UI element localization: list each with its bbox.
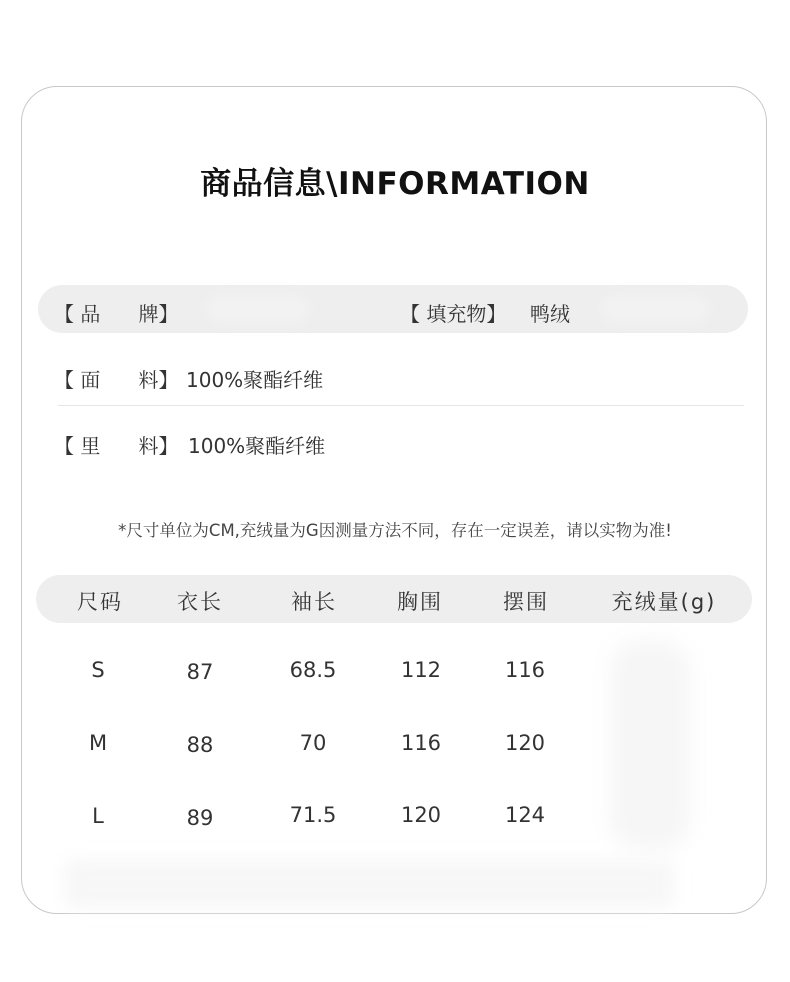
table-cell: M <box>88 731 108 755</box>
table-cell: 124 <box>504 803 546 827</box>
header-fill-weight: 充绒量(g) <box>611 590 717 614</box>
lining-label: 【 里 料】 <box>54 434 179 458</box>
table-cell: 112 <box>400 658 442 682</box>
header-length: 衣长 <box>177 590 223 614</box>
table-cell: 116 <box>504 658 546 682</box>
brand-label: 【 品 牌】 <box>54 302 179 326</box>
header-size: 尺码 <box>77 590 123 614</box>
filling-label: 【 填充物】 <box>400 302 507 326</box>
table-cell: 70 <box>299 731 327 755</box>
header-hem: 摆围 <box>503 590 549 614</box>
table-cell: 87 <box>186 660 214 684</box>
filling-extra-blurred <box>600 295 710 323</box>
bottom-shadow <box>64 860 674 908</box>
table-cell: 88 <box>186 733 214 757</box>
info-divider <box>58 405 744 406</box>
measurement-note: *尺寸单位为CM,充绒量为G因测量方法不同，存在一定误差，请以实物为准! <box>118 521 672 540</box>
table-cell: 116 <box>400 731 442 755</box>
page-title: 商品信息\INFORMATION <box>200 166 590 202</box>
lining-value: 100%聚酯纤维 <box>188 434 326 458</box>
table-cell: 71.5 <box>289 803 337 827</box>
table-cell: S <box>91 658 105 682</box>
table-cell: 120 <box>400 803 442 827</box>
table-cell: 68.5 <box>289 658 337 682</box>
fabric-label: 【 面 料】 <box>54 368 179 392</box>
header-sleeve: 袖长 <box>291 590 337 614</box>
fabric-value: 100%聚酯纤维 <box>186 368 324 392</box>
table-cell: 120 <box>504 731 546 755</box>
brand-value-blurred <box>205 295 310 323</box>
header-chest: 胸围 <box>397 590 443 614</box>
filling-value: 鸭绒 <box>530 302 570 326</box>
table-cell: 89 <box>186 806 214 830</box>
fill-weight-blurred <box>610 640 690 850</box>
table-cell: L <box>92 804 104 828</box>
